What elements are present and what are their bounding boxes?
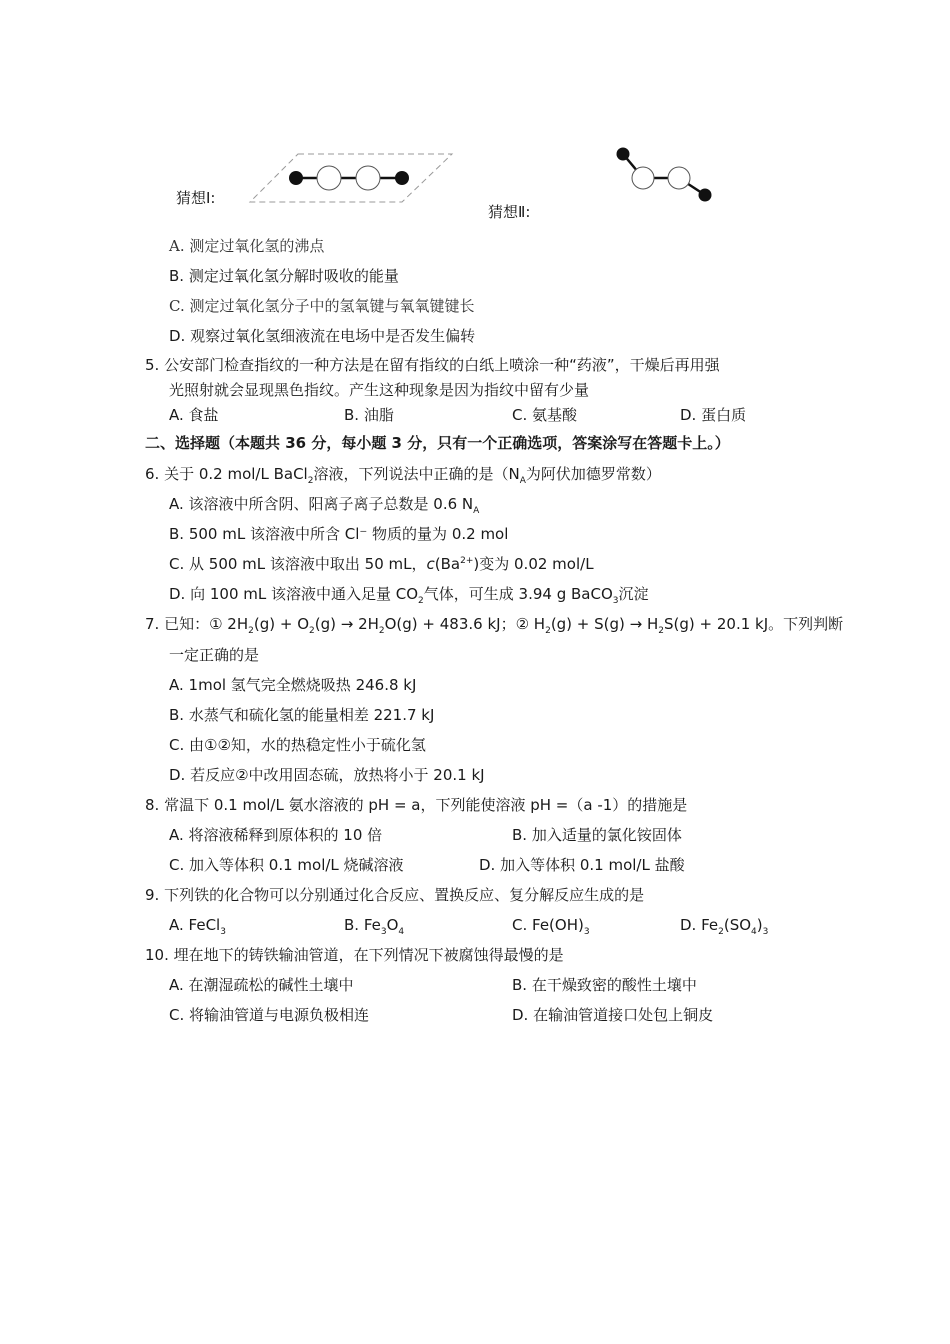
q7-option-a: A. 1mol 氢气完全燃烧吸热 246.8 kJ bbox=[169, 676, 417, 694]
q9-option-c: C. $Fe(OH)_3$ bbox=[512, 916, 590, 937]
q6-option-b: B. 500 mL 该溶液中所含 Cl⁻ 物质的量为 0.2 mol bbox=[169, 525, 509, 543]
guess1-label: 猜想Ⅰ: bbox=[176, 189, 216, 207]
q10-option-c: C. 将输油管道与电源负极相连 bbox=[169, 1006, 370, 1024]
o-atom bbox=[668, 167, 690, 189]
h-atom bbox=[289, 171, 303, 185]
q4-option-b: B. 测定过氧化氢分解时吸收的能量 bbox=[169, 267, 399, 285]
q4-option-d: D. 观察过氧化氢细液流在电场中是否发生偏转 bbox=[169, 327, 476, 345]
q6-stem: 6. 关于 0.2 mol/L BaCl$_2$溶液，下列说法中正确的是（$N_A$为阿伏加德罗常数） bbox=[145, 465, 661, 486]
q8-option-a: A. 将溶液稀释到原体积的 10 倍 bbox=[169, 826, 383, 844]
q4-option-c: C. 测定过氧化氢分子中的氢氧键与氧氧键键长 bbox=[169, 297, 475, 315]
q8-stem: 8. 常温下 0.1 mol/L 氨水溶液的 pH = a，下列能使溶液 pH =（a -1）的措施是 bbox=[145, 796, 688, 814]
q10-stem: 10. 埋在地下的铸铁输油管道，在下列情况下被腐蚀得最慢的是 bbox=[145, 946, 564, 964]
q6-option-d: D. 向 100 mL 该溶液中通入足量 $CO_2$气体，可生成 3.94 g BaCO$_3$沉淀 bbox=[169, 585, 649, 606]
q7-stem-line2: 一定正确的是 bbox=[169, 646, 260, 664]
guess2-nonplanar-structure bbox=[612, 144, 722, 206]
guess1-planar-structure bbox=[250, 150, 460, 210]
q8-option-b: B. 加入适量的氯化铵固体 bbox=[512, 826, 682, 844]
q10-option-a: A. 在潮湿疏松的碱性土壤中 bbox=[169, 976, 354, 994]
q5-stem-line1: 5. 公安部门检查指纹的一种方法是在留有指纹的白纸上喷涂一种“药液”，干燥后再用强 bbox=[145, 356, 720, 374]
h-atom bbox=[699, 189, 712, 202]
q9-stem: 9. 下列铁的化合物可以分别通过化合反应、置换反应、复分解反应生成的是 bbox=[145, 886, 645, 904]
q5-stem-line2: 光照射就会显现黑色指纹。产生这种现象是因为指纹中留有少量 bbox=[169, 381, 590, 399]
q7-stem-line1: 7. 已知：① $2H_2(g) + O_2(g) \to 2H_2O(g) + 483.6$ kJ；② $H_2(g) + S(g) \to H_2S(g) + 20.1$ kJ。下列判断 bbox=[145, 615, 844, 636]
q7-option-d: D. 若反应②中改用固态硫，放热将小于 20.1 kJ bbox=[169, 766, 485, 784]
q8-option-d: D. 加入等体积 0.1 mol/L 盐酸 bbox=[479, 856, 685, 874]
o-atom bbox=[317, 166, 341, 190]
q7-option-c: C. 由①②知，水的热稳定性小于硫化氢 bbox=[169, 736, 426, 754]
q5-option-d: D. 蛋白质 bbox=[680, 406, 747, 424]
q9-option-b: B. $Fe_3O_4$ bbox=[344, 916, 405, 937]
q4-option-a: A. 测定过氧化氢的沸点 bbox=[169, 237, 325, 255]
q8-option-c: C. 加入等体积 0.1 mol/L 烧碱溶液 bbox=[169, 856, 404, 874]
q5-option-b: B. 油脂 bbox=[344, 406, 394, 424]
section-heading: 二、选择题（本题共 36 分，每小题 3 分，只有一个正确选项，答案涂写在答题卡上。） bbox=[145, 434, 730, 452]
q5-option-c: C. 氨基酸 bbox=[512, 406, 578, 424]
o-atom bbox=[632, 167, 654, 189]
o-atom bbox=[356, 166, 380, 190]
q9-option-a: A. FeCl$_3$ bbox=[169, 916, 226, 937]
q10-option-d: D. 在输油管道接口处包上铜皮 bbox=[512, 1006, 714, 1024]
h-atom bbox=[617, 148, 630, 161]
h-atom bbox=[395, 171, 409, 185]
q5-option-a: A. 食盐 bbox=[169, 406, 219, 424]
q6-option-c: C. 从 500 mL 该溶液中取出 50 mL，$c(Ba^{2+})$变为 0.02 mol/L bbox=[169, 555, 594, 573]
guess2-label: 猜想Ⅱ: bbox=[488, 203, 531, 221]
q10-option-b: B. 在干燥致密的酸性土壤中 bbox=[512, 976, 697, 994]
q9-option-d: D. $Fe_2(SO_4)_3$ bbox=[680, 916, 769, 937]
q6-option-a: A. 该溶液中所含阴、阳离子离子总数是 0.6 $N_A$ bbox=[169, 495, 480, 516]
q7-option-b: B. 水蒸气和硫化氢的能量相差 221.7 kJ bbox=[169, 706, 435, 724]
